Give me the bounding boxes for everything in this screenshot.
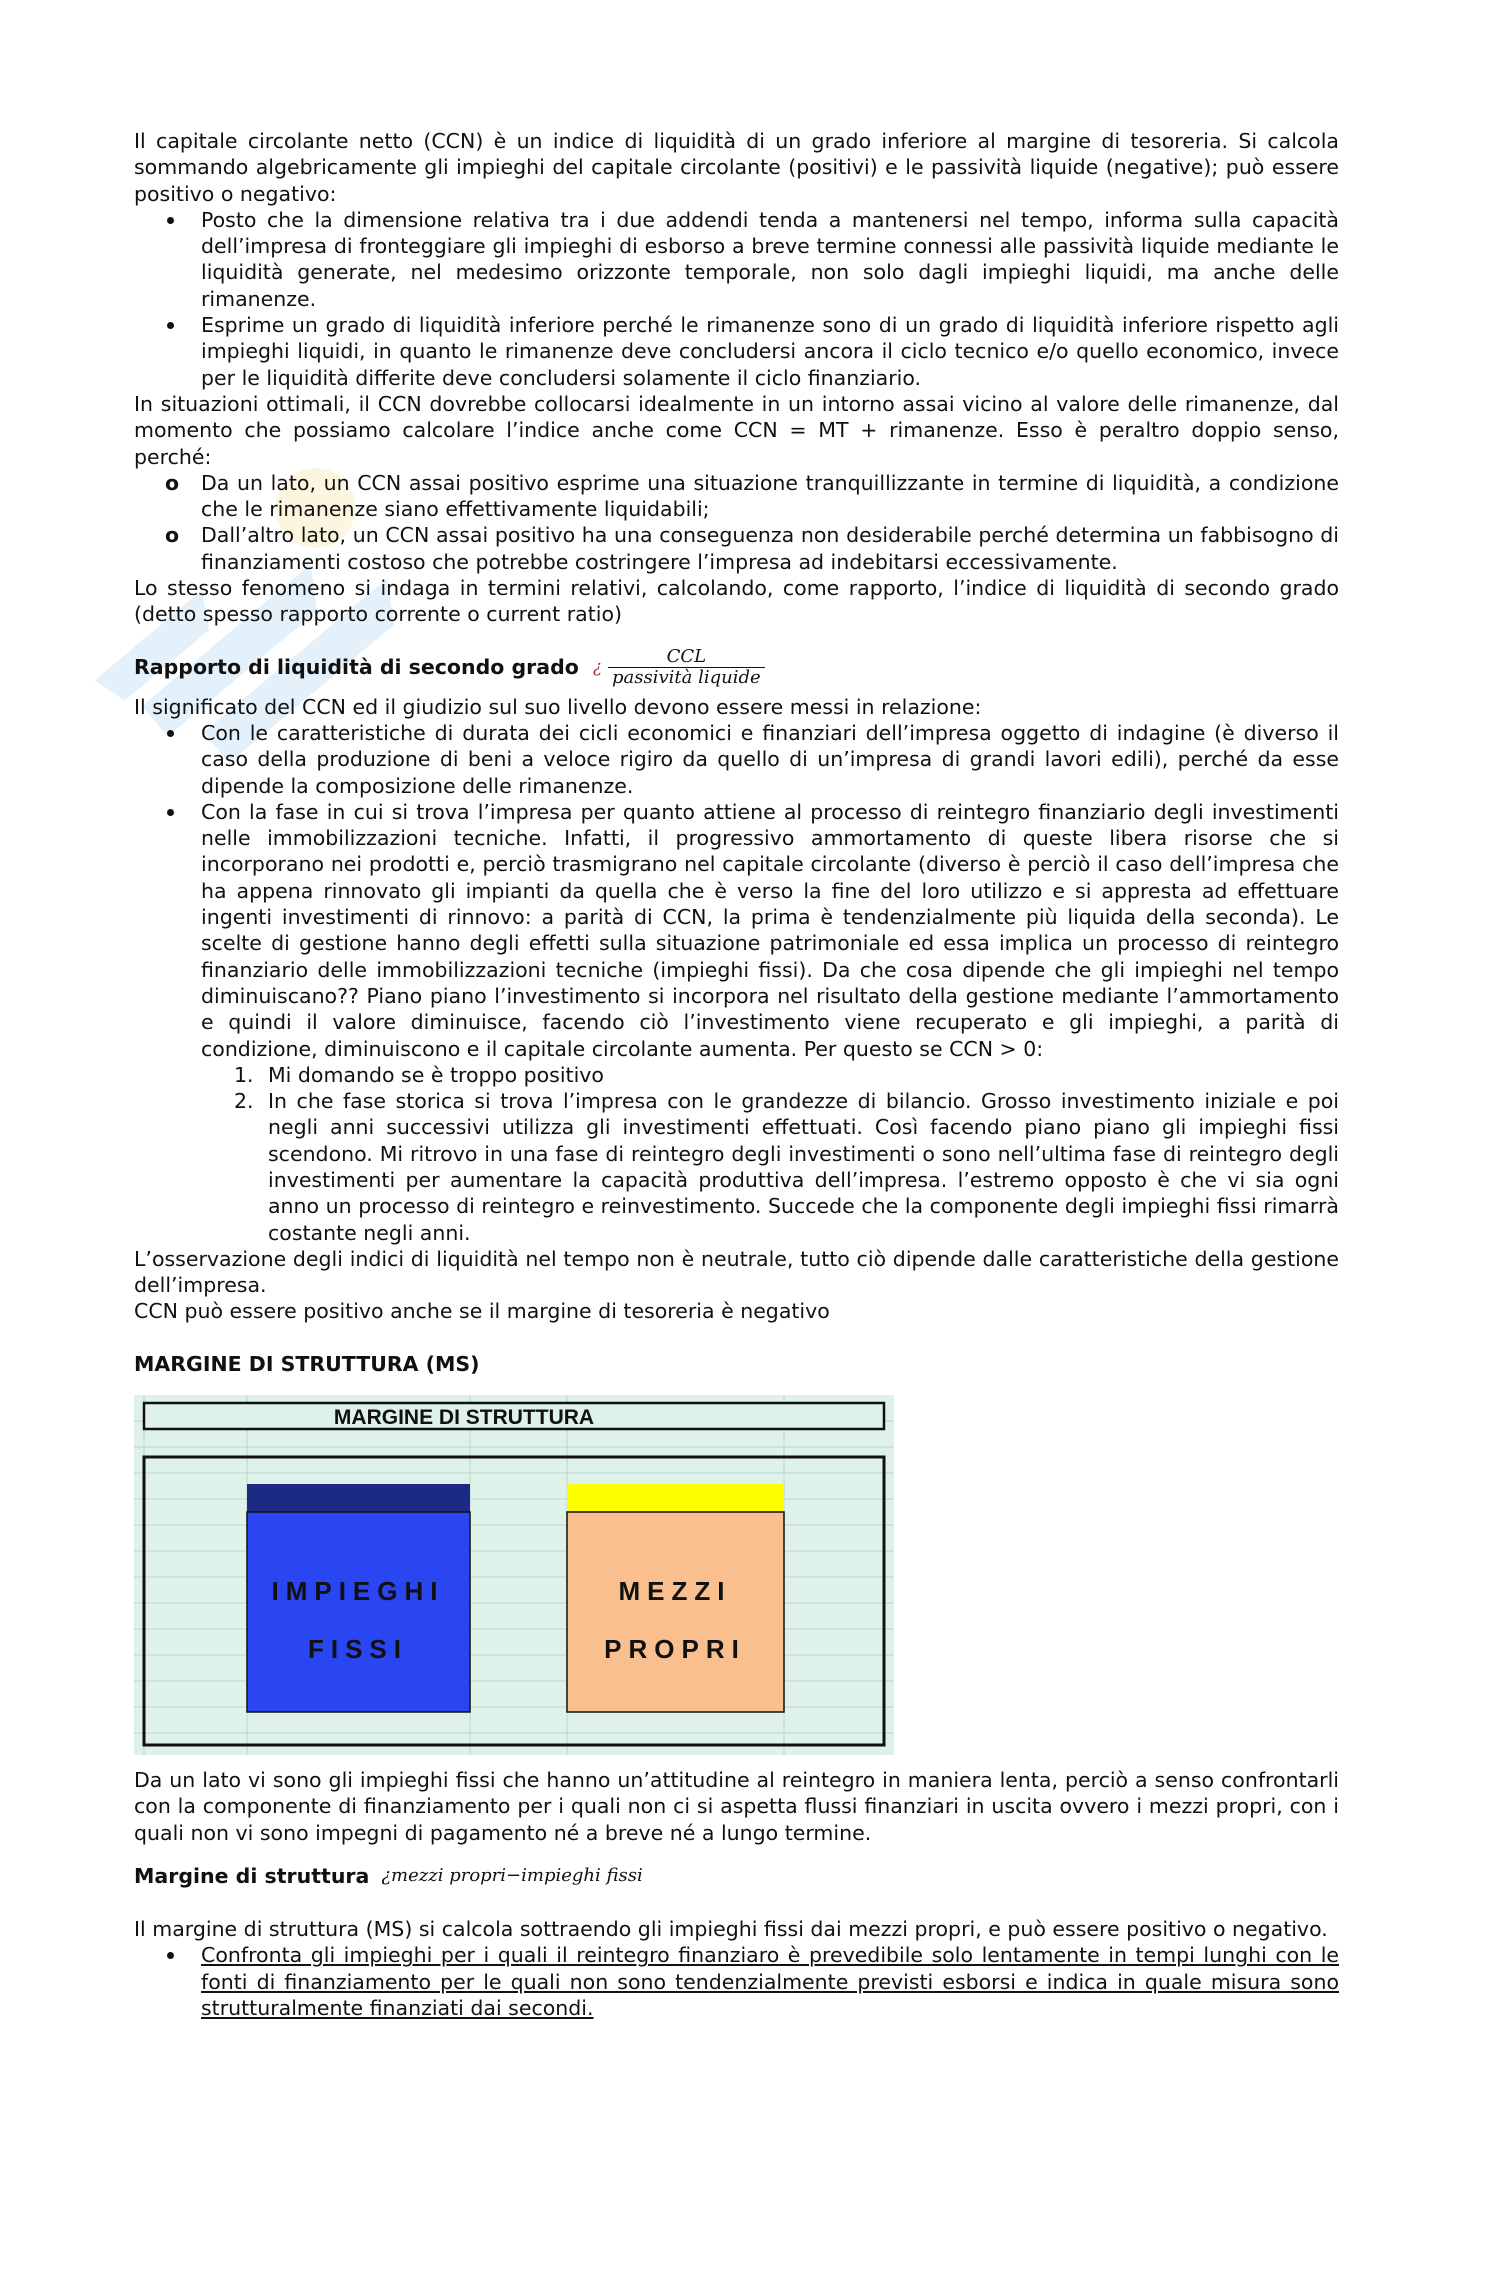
bullet-item: o Dall’altro lato, un CCN assai positivo ha una conseguenza non desiderabile perché determina un fabbisogno di finanziamenti costoso che potrebbe costringere l’impresa ad indebitarsi eccessivamente. <box>134 522 1339 575</box>
bullet-list-significato <box>134 720 1339 1246</box>
paragraph-ccn-intro: Il capitale circolante netto (CCN) è un indice di liquidità di un grado inferiore al margine di tesoreria. Si calcola sommando algebricamente gli impieghi del capitale circolante (positivi) e le passività liquide (negative); può essere positivo o negativo: <box>134 129 1339 206</box>
item-number: 1. <box>234 1062 254 1087</box>
margine-struttura-diagram <box>134 1395 894 1795</box>
sub-bullet-list <box>134 470 1339 575</box>
paragraph-significato-ccn: Il significato del CCN ed il giudizio sul suo livello devono essere messi in relazione: <box>134 694 982 719</box>
paragraph-ccn-positivo: CCN può essere positivo anche se il margine di tesoreria è negativo <box>134 1299 830 1324</box>
formula-fraction <box>608 647 765 688</box>
bullet-list-ms <box>134 1942 1339 2021</box>
impieghi-fissi-block <box>247 1512 470 1712</box>
mezzi-top-band <box>567 1484 784 1512</box>
formula-label: Rapporto di liquidità di secondo grado <box>134 655 579 680</box>
formula-margine-struttura <box>134 1850 1339 1902</box>
paragraph-situazioni-ottimali: In situazioni ottimali, il CCN dovrebbe collocarsi idealmente in un intorno assai vicino al valore delle rimanenze, dal momento che possiamo calcolare l’indice anche come CCN = MT + rimanenze. Esso è peraltro doppio senso, perché: <box>134 391 1339 469</box>
formula-numerator: CCL <box>666 646 707 668</box>
numbered-list <box>201 1062 1339 1246</box>
formula-expression: ¿mezzi propri−impieghi fissi <box>381 1864 643 1886</box>
paragraph-osservazione: L’osservazione degli indici di liquidità nel tempo non è neutrale, tutto ciò dipende dalle caratteristiche della gestione dell’impresa. <box>134 1246 1339 1298</box>
item-text: In che fase storica si trova l’impresa con le grandezze di bilancio. Grosso investimento iniziale e poi negli anni successivi utilizza gli investimenti effettuati. Così facendo piano piano gli impieghi fissi scendono. Mi ritrovo in una fase di reintegro degli investimenti o sono nell’ultima fase di reintegro degli investimenti per aumentare la capacità produttiva dell’impresa. l’estremo opposto è che vi sia ogni anno un processo di reintegro e reinvestimento. Succede che la componente degli impieghi fissi rimarrà costante negli anni. <box>268 1089 1339 1245</box>
bullet-item: Posto che la dimensione relativa tra i due addendi tenda a mantenersi nel tempo, informa sulla capacità dell’impresa di fronteggiare gli impieghi di esborso a breve termine connessi alle passività liquide mediante le liquidità generate, nel medesimo orizzonte temporale, non solo dagli impieghi liquidi, ma anche delle rimanenze. <box>134 207 1339 312</box>
item-number: 2. <box>234 1089 254 1114</box>
numbered-item <box>234 1088 1339 1246</box>
mezzi-label-1: MEZZI <box>618 1576 732 1607</box>
item-text: Mi domando se è troppo positivo <box>268 1062 604 1087</box>
bullet-text: Con la fase in cui si trova l’impresa per quanto attiene al processo di reintegro finanziario degli investimenti nelle immobilizzazioni tecniche. Infatti, il progressivo ammortamento di queste libera risorse che si incorporano nei prodotti e, perciò trasmigrano nel capitale circolante (diverso è perciò il caso dell’impresa che ha appena rinnovato gli impianti da quella che è verso la fine del loro utilizzo e si appresta ad effettuare ingenti investimenti di rinnovo: a parità di CCN, la prima è tendenzialmente più liquida della seconda). Le scelte di gestione hanno degli effetti sulla situazione patrimoniale ed essa implica un processo di reintegro finanziario delle immobilizzazioni tecniche (impieghi fissi). Da che cosa dipende che gli impieghi nel tempo diminuiscano?? Piano piano l’investimento si incorpora nel risultato della gestione mediante l’ammortamento e quindi il valore diminuisce, facendo ciò l’investimento viene recuperato e gli impieghi, a parità di condizione, diminuiscono e il capitale circolante aumenta. Per questo se CCN > 0: <box>201 799 1339 1061</box>
paragraph-impieghi-fissi: Da un lato vi sono gli impieghi fissi che hanno un’attitudine al reintegro in maniera lenta, perciò a senso confrontarli con la componente di finanziamento per i quali non ci si aspetta flussi finanziari in uscita ovvero i mezzi propri, con i quali non vi sono impegni di pagamento né a breve né a lungo termine. <box>134 1768 1339 1845</box>
heading-margine-struttura: MARGINE DI STRUTTURA (MS) <box>134 1351 480 1376</box>
numbered-item <box>234 1062 1339 1088</box>
bullet-item: Esprime un grado di liquidità inferiore perché le rimanenze sono di un grado di liquidità inferiore rispetto agli impieghi liquidi, in quanto le rimanenze deve concludersi ancora il ciclo tecnico e/o quello economico, invece per le liquidità differite deve concludersi solamente il ciclo finanziario. <box>134 312 1339 391</box>
formula-rapporto-liquidita <box>134 642 1339 694</box>
bullet-item <box>134 799 1339 1246</box>
formula-denominator: passività liquide <box>608 667 765 688</box>
document-page <box>134 128 1339 2021</box>
bullet-item: Confronta gli impieghi per i quali il reintegro finanziaro è prevedibile solo lentamente in tempi lunghi con le fonti di finanziamento per le quali non sono tendenzialmente previsti esborsi e indica in quale misura sono strutturalmente finanziati dai secondi. <box>134 1942 1339 2021</box>
formula-label: Margine di struttura <box>134 1863 370 1888</box>
formula-symbol: ¿ <box>592 657 603 678</box>
impieghi-label-2: FISSI <box>307 1634 409 1665</box>
impieghi-top-band <box>247 1484 470 1512</box>
bullet-list-ccn <box>134 207 1339 391</box>
impieghi-label-1: IMPIEGHI <box>271 1576 445 1607</box>
figure-margine-struttura <box>134 1395 1339 1795</box>
bullet-item: o Da un lato, un CCN assai positivo esprime una situazione tranquillizzante in termine di liquidità, a condizione che le rimanenze siano effettivamente liquidabili; <box>134 470 1339 523</box>
paragraph-termini-relativi: Lo stesso fenomeno si indaga in termini relativi, calcolando, come rapporto, l’indice di liquidità di secondo grado (detto spesso rapporto corrente o current ratio) <box>134 576 1339 627</box>
mezzi-propri-block <box>567 1512 784 1712</box>
mezzi-label-2: PROPRI <box>604 1634 746 1665</box>
figure-title: MARGINE DI STRUTTURA <box>333 1406 595 1430</box>
bullet-item: Con le caratteristiche di durata dei cicli economici e finanziari dell’impresa oggetto di indagine (è diverso il caso della produzione di beni a veloce rigiro da quello di un’impresa di grandi lavori edili), perché da esse dipende la composizione delle rimanenze. <box>134 720 1339 799</box>
paragraph-ms-definizione: Il margine di struttura (MS) si calcola sottraendo gli impieghi fissi dai mezzi propri, e può essere positivo o negativo. <box>134 1916 1328 1941</box>
